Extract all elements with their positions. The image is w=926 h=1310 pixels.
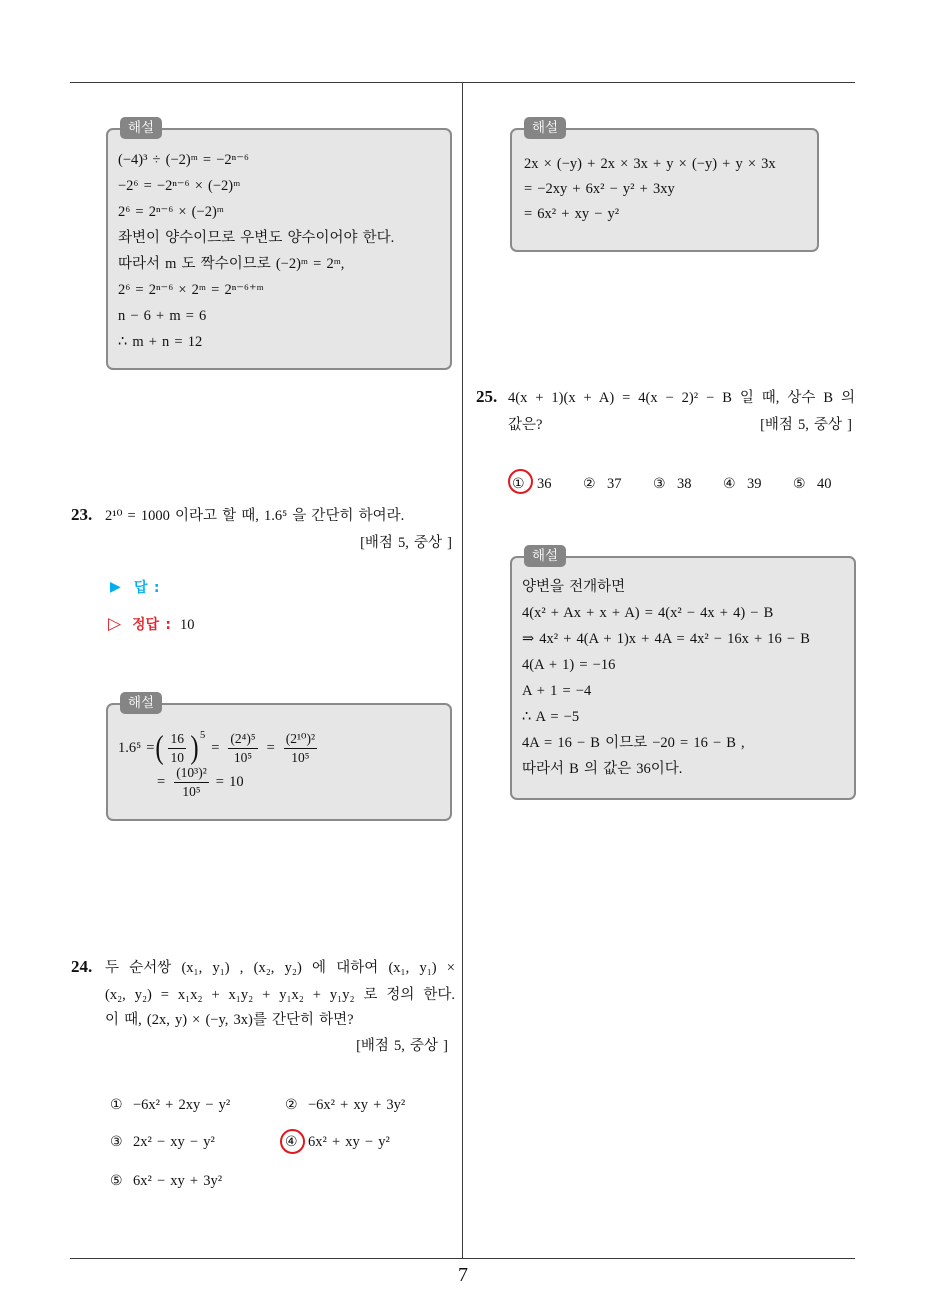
solution-line: 따라서 m 도 짝수이므로 (−2)ᵐ = 2ᵐ, (118, 256, 345, 272)
paren-open: ( (155, 730, 165, 766)
question-score: [배점 5, 중상 ] (760, 417, 852, 433)
fraction (168, 731, 186, 766)
question-score: [배점 5, 중상 ] (356, 1038, 448, 1054)
question-text-line: 이 때, (2x, y) × (−y, 3x)를 간단히 하면? (105, 1012, 354, 1028)
equals-sign: = (211, 739, 220, 756)
question-text-line: 두 순서쌍 (x₁, y₁) , (x₂, y₂) 에 대하여 (x₁, y₁) × (105, 960, 455, 976)
paren-close: ) (190, 730, 199, 766)
choice-marker: ② (285, 1097, 298, 1113)
choice-text: 39 (747, 476, 762, 492)
fraction-numerator: (2¹⁰)² (284, 731, 317, 749)
question-number: 24. (71, 957, 93, 976)
solution-line: 양변을 전개하면 (522, 579, 626, 595)
fraction-denominator: 10⁵ (291, 749, 310, 765)
question-text-line: 값은? (508, 417, 543, 433)
choice-text: 36 (537, 476, 552, 492)
fraction (284, 731, 317, 766)
choice-text: 6x² + xy − y² (308, 1134, 390, 1150)
solution-label: 해설 (120, 117, 162, 139)
fraction (174, 765, 209, 800)
solution-line: (−4)³ ÷ (−2)ᵐ = −2ⁿ⁻⁶ (118, 152, 249, 168)
choice-marker: ① (110, 1097, 123, 1113)
bottom-rule (70, 1258, 855, 1259)
choice-marker: ④ (285, 1134, 298, 1150)
choice-text: 37 (607, 476, 622, 492)
solution-line: 4(A + 1) = −16 (522, 657, 616, 673)
equation-row (151, 762, 244, 802)
question-score: [배점 5, 중상 ] (360, 535, 452, 551)
fraction-numerator: (2⁴)⁵ (228, 731, 257, 749)
choice-marker: ① (512, 476, 525, 492)
choice-text: −6x² + xy + 3y² (308, 1097, 406, 1113)
fraction-numerator: 16 (168, 731, 186, 749)
solution-box (106, 695, 452, 821)
fraction-denominator: 10⁵ (233, 749, 253, 765)
choice-marker: ⑤ (110, 1173, 123, 1189)
solution-label: 해설 (120, 692, 162, 714)
equation-result: = 10 (215, 773, 244, 790)
choice-marker: ⑤ (793, 476, 806, 492)
correct-answer-value: 10 (180, 617, 195, 633)
solution-line: 4A = 16 − B 이므로 −20 = 16 − B , (522, 735, 745, 751)
fraction (228, 731, 257, 766)
solution-line: 따라서 B 의 값은 36이다. (522, 761, 683, 777)
solution-line: ⇒ 4x² + 4(A + 1)x + 4A = 4x² − 16x + 16 − B (522, 631, 810, 647)
fraction-numerator: (10³)² (174, 765, 209, 783)
solution-line: 2⁶ = 2ⁿ⁻⁶ × 2ᵐ = 2ⁿ⁻⁶⁺ᵐ (118, 282, 264, 298)
choice-marker: ③ (653, 476, 666, 492)
fraction-denominator: 10 (170, 749, 184, 765)
answer-label: 답 : (134, 580, 160, 596)
solution-line: 2x × (−y) + 2x × 3x + y × (−y) + y × 3x (524, 156, 776, 172)
answer-circle-mark (280, 1129, 305, 1154)
choice-marker: ③ (110, 1134, 123, 1150)
solution-box (510, 120, 819, 252)
solution-label: 해설 (524, 117, 566, 139)
question-number: 23. (71, 505, 93, 524)
solution-line: −2⁶ = −2ⁿ⁻⁶ × (−2)ᵐ (118, 178, 241, 194)
solution-line: A + 1 = −4 (522, 683, 592, 699)
solution-lines (524, 152, 776, 227)
solution-label: 해설 (524, 545, 566, 567)
answer-marker-icon: ▶ (110, 580, 121, 595)
page-number: 7 (458, 1264, 468, 1286)
solution-line: 4(x² + Ax + x + A) = 4(x² − 4x + 4) − B (522, 605, 774, 621)
question-text-line: 4(x + 1)(x + A) = 4(x − 2)² − B 일 때, 상수 B 의 (508, 390, 855, 406)
fraction-denominator: 10⁵ (182, 783, 201, 799)
equals-sign: = (157, 773, 166, 790)
choice-marker: ④ (723, 476, 736, 492)
solution-line: = −2xy + 6x² − y² + 3xy (524, 181, 675, 197)
solution-box (510, 548, 856, 800)
solution-line: ∴ m + n = 12 (118, 334, 203, 350)
choice-text: 40 (817, 476, 832, 492)
answer-circle-mark (508, 469, 533, 494)
exponent: 5 (199, 730, 206, 741)
solution-box (106, 120, 452, 370)
equation-lhs: 1.6⁵ = (118, 739, 155, 756)
solution-line: 좌변이 양수이므로 우변도 양수이어야 한다. (118, 230, 395, 246)
choice-text: −6x² + 2xy − y² (133, 1097, 231, 1113)
question-text-line: (x₂, y₂) = x₁x₂ + x₁y₂ + y₁x₂ + y₁y₂ 로 정의 한다. (105, 987, 455, 1003)
solution-line: ∴ A = −5 (522, 709, 580, 725)
column-divider (462, 82, 463, 1258)
correct-answer-marker-icon: ▷ (108, 614, 122, 633)
solution-lines (118, 147, 394, 355)
choice-text: 2x² − xy − y² (133, 1134, 215, 1150)
correct-answer-label: 정답 : (132, 617, 172, 633)
solution-line: 2⁶ = 2ⁿ⁻⁶ × (−2)ᵐ (118, 204, 224, 220)
equals-sign: = (266, 739, 275, 756)
choice-text: 38 (677, 476, 692, 492)
question-number: 25. (476, 387, 498, 406)
solution-line: = 6x² + xy − y² (524, 206, 620, 222)
choice-marker: ② (583, 476, 596, 492)
choice-text: 6x² − xy + 3y² (133, 1173, 223, 1189)
question-text: 2¹⁰ = 1000 이라고 할 때, 1.6⁵ 을 간단히 하여라. (105, 508, 405, 524)
solution-line: n − 6 + m = 6 (118, 308, 207, 324)
solution-lines (522, 574, 810, 782)
